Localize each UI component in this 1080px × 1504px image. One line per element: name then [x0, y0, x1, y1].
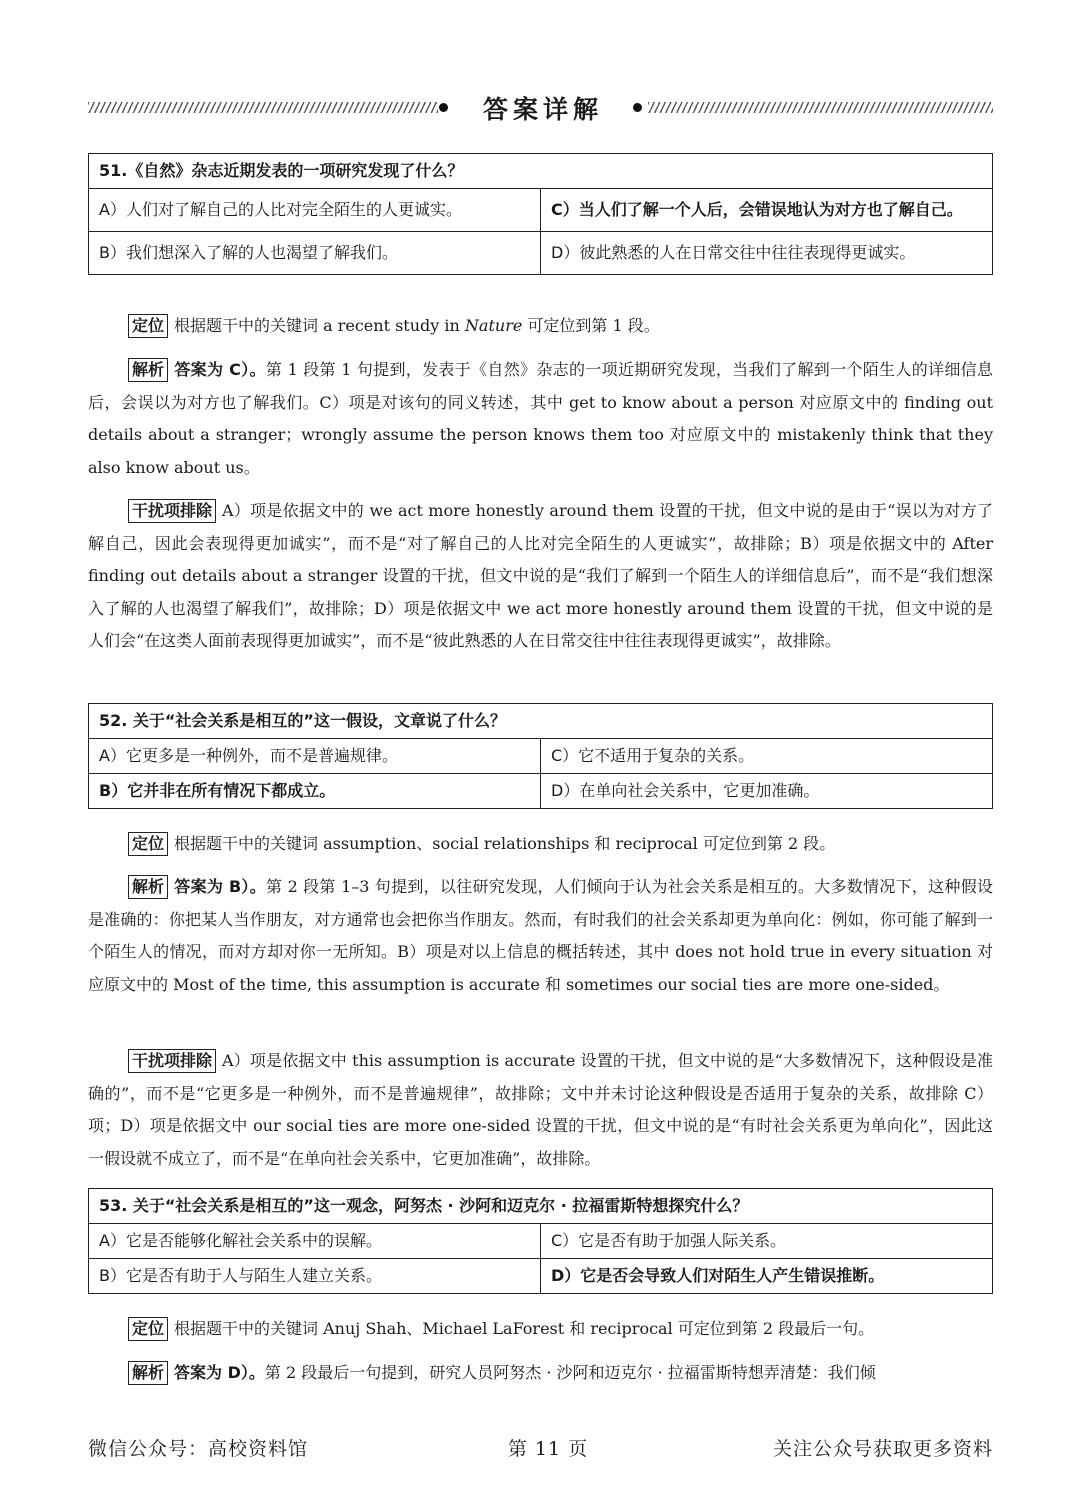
- option-53-b: B）它是否有助于人与陌生人建立关系。: [89, 1259, 541, 1294]
- locate-52: 定位 根据题干中的关键词 assumption、social relationships 和 reciprocal 可定位到第 2 段。: [88, 828, 993, 861]
- distractor-52: 干扰项排除 A）项是依据文中 this assumption is accurate 设置的干扰，但文中说的是“大多数情况下，这种假设是准确的”，而不是“它更多是一种例外，而不是普遍规律”，故排除；文中并未讨论这种假设是否适用于复杂的关系，故排除 C）项；D）项是依据文中 our social ties are more one-sided 设置的干扰，但文中说的是“有时社会关系更为单向化”，因此这一假设就不成立了，而不是“在单向社会关系中，它更加准确”，故排除。: [88, 1051, 993, 1168]
- option-52-a: A）它更多是一种例外，而不是普遍规律。: [89, 739, 541, 774]
- option-51-d: D）彼此熟悉的人在日常交往中往往表现得更诚实。: [541, 232, 993, 275]
- locate-53: 定位 根据题干中的关键词 Anuj Shah、Michael LaForest 和 reciprocal 可定位到第 2 段最后一句。: [88, 1313, 993, 1346]
- option-51-b: B）我们想深入了解的人也渴望了解我们。: [89, 232, 541, 275]
- option-53-c: C）它是否有助于加强人际关系。: [541, 1224, 993, 1259]
- header-dot-right: [633, 103, 642, 112]
- option-52-d: D）在单向社会关系中，它更加准确。: [541, 774, 993, 809]
- distractor-tag: 干扰项排除: [128, 499, 216, 523]
- option-52-b: B）它并非在所有情况下都成立。: [89, 774, 541, 809]
- analysis-tag: 解析: [128, 1361, 168, 1385]
- option-53-a: A）它是否能够化解社会关系中的误解。: [89, 1224, 541, 1259]
- question-51-table: [88, 153, 993, 275]
- header-dot-left: [439, 103, 448, 112]
- option-52-c: C）它不适用于复杂的关系。: [541, 739, 993, 774]
- question-51-stem: 51.《自然》杂志近期发表的一项研究发现了什么？: [89, 154, 993, 189]
- footer-wechat: 微信公众号：高校资料馆: [88, 1438, 309, 1460]
- page-header: [88, 88, 993, 132]
- question-52-table: [88, 703, 993, 809]
- question-52-stem: 52. 关于“社会关系是相互的”这一假设，文章说了什么？: [89, 704, 993, 739]
- option-51-c: C）当人们了解一个人后，会错误地认为对方也了解自己。: [541, 189, 993, 232]
- locate-tag: 定位: [128, 314, 168, 338]
- analysis-53: 解析 答案为 D）。第 2 段最后一句提到，研究人员阿努杰 · 沙阿和迈克尔 · 拉福雷斯特想弄清楚：我们倾: [88, 1357, 993, 1390]
- answer-53: 答案为 D）。: [174, 1363, 265, 1382]
- question-53-stem: 53. 关于“社会关系是相互的”这一观念，阿努杰 · 沙阿和迈克尔 · 拉福雷斯特想探究什么？: [89, 1189, 993, 1224]
- answer-52: 答案为 B）。: [174, 877, 266, 896]
- option-53-d: D）它是否会导致人们对陌生人产生错误推断。: [541, 1259, 993, 1294]
- question-53-table: [88, 1188, 993, 1294]
- option-51-a: A）人们对了解自己的人比对完全陌生的人更诚实。: [89, 189, 541, 232]
- answer-51: 答案为 C）。: [174, 360, 266, 379]
- analysis-51: 解析 答案为 C）。第 1 段第 1 句提到，发表于《自然》杂志的一项近期研究发现，当我们了解到一个陌生人的详细信息后，会误以为对方也了解我们。C）项是对该句的同义转述，其中 get to know about a person 对应原文中的 finding out details about a stranger；wrongly assume the person knows them too 对应原文中的 mistakenly think that they also know about us。: [88, 360, 993, 477]
- header-hatch-right: [648, 102, 993, 113]
- page-title: 答案详解: [482, 95, 603, 124]
- analysis-tag: 解析: [128, 358, 168, 382]
- locate-51: 定位 根据题干中的关键词 a recent study in Nature 可定位到第 1 段。: [88, 310, 993, 343]
- locate-tag: 定位: [128, 832, 168, 856]
- analysis-52: 解析 答案为 B）。第 2 段第 1–3 句提到，以往研究发现，人们倾向于认为社会关系是相互的。大多数情况下，这种假设是准确的：你把某人当作朋友，对方通常也会把你当作朋友。然而，有时我们的社会关系却更为单向化：例如，你可能了解到一个陌生人的情况，而对方却对你一无所知。B）项是对以上信息的概括转述，其中 does not hold true in every situation 对应原文中的 Most of the time, this assumption is accurate 和 sometimes our social ties are more one-sided。: [88, 877, 993, 994]
- footer-follow: 关注公众号获取更多资料: [772, 1438, 993, 1460]
- header-hatch-left: [88, 102, 438, 113]
- analysis-tag: 解析: [128, 875, 168, 899]
- page-number: 第 11 页: [507, 1438, 589, 1460]
- distractor-tag: 干扰项排除: [128, 1049, 216, 1073]
- locate-tag: 定位: [128, 1317, 168, 1341]
- distractor-51: 干扰项排除 A）项是依据文中的 we act more honestly around them 设置的干扰，但文中说的是由于“误以为对方了解自己，因此会表现得更加诚实”，而不是“对了解自己的人比对完全陌生的人更诚实”，故排除；B）项是依据文中的 After finding out details about a stranger 设置的干扰，但文中说的是“我们了解到一个陌生人的详细信息后”，而不是“我们想深入了解的人也渴望了解我们”，故排除；D）项是依据文中 we act more honestly around them 设置的干扰，但文中说的是人们会“在这类人面前表现得更加诚实”，而不是“彼此熟悉的人在日常交往中往往表现得更诚实”，故排除。: [88, 501, 993, 651]
